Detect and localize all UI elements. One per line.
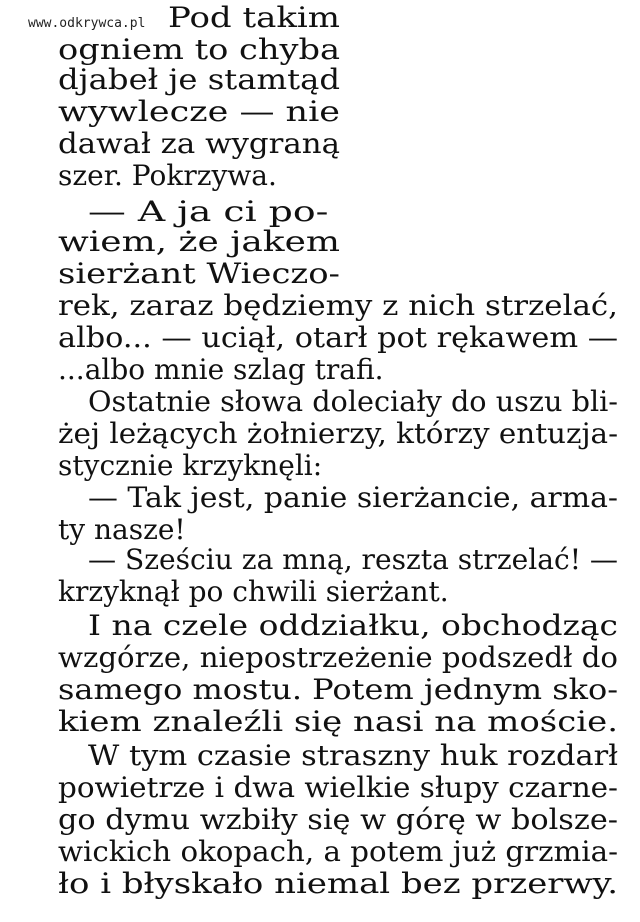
text-line: albo... — uciął, otarł pot rękawem —: [58, 321, 618, 354]
text-line: ty nasze!: [58, 513, 186, 546]
text-line: stycznie krzyknęli:: [58, 449, 323, 482]
text-line: ogniem to chyba: [58, 33, 340, 66]
text-line: go dymu wzbiły się w górę w bolsze-: [58, 803, 618, 836]
text-line: — Sześciu za mną, reszta strzelać! —: [88, 543, 618, 576]
text-line: djabeł je stamtąd: [58, 63, 340, 96]
text-line: ło i błyskało niemal bez przerwy.: [58, 867, 618, 900]
text-line: — A ja ci po-: [88, 195, 329, 228]
text-line: Pod takim: [168, 1, 340, 34]
text-line: Ostatnie słowa doleciały do uszu bli-: [88, 385, 618, 418]
text-line: wywlecze — nie: [58, 95, 340, 128]
text-line: rek, zaraz będziemy z nich strzelać,: [58, 289, 618, 322]
text-line: żej leżących żołnierzy, którzy entuzja-: [58, 417, 618, 450]
text-line: wiem, że jakem: [58, 225, 340, 258]
text-line: krzyknął po chwili sierżant.: [58, 575, 449, 608]
text-line: wickich okopach, a potem już grzmia-: [58, 835, 618, 868]
watermark: www.odkrywca.pl: [28, 16, 146, 31]
text-line: powietrze i dwa wielkie słupy czarne-: [58, 771, 619, 804]
text-line: ...albo mnie szlag trafi.: [58, 353, 384, 386]
text-line: kiem znaleźli się nasi na moście.: [58, 705, 618, 738]
text-line: dawał za wygraną: [58, 127, 340, 160]
text-line: W tym czasie straszny huk rozdarł: [88, 739, 618, 772]
text-line: samego mostu. Potem jednym sko-: [58, 673, 618, 706]
text-line: szer. Pokrzywa.: [58, 159, 277, 192]
text-line: sierżant Wieczo-: [58, 257, 340, 290]
text-line: — Tak jest, panie sierżancie, arma-: [88, 481, 618, 514]
text-line: I na czele oddziałku, obchodząc: [88, 609, 618, 642]
text-line: wzgórze, niepostrzeżenie podszedł do: [58, 641, 618, 674]
